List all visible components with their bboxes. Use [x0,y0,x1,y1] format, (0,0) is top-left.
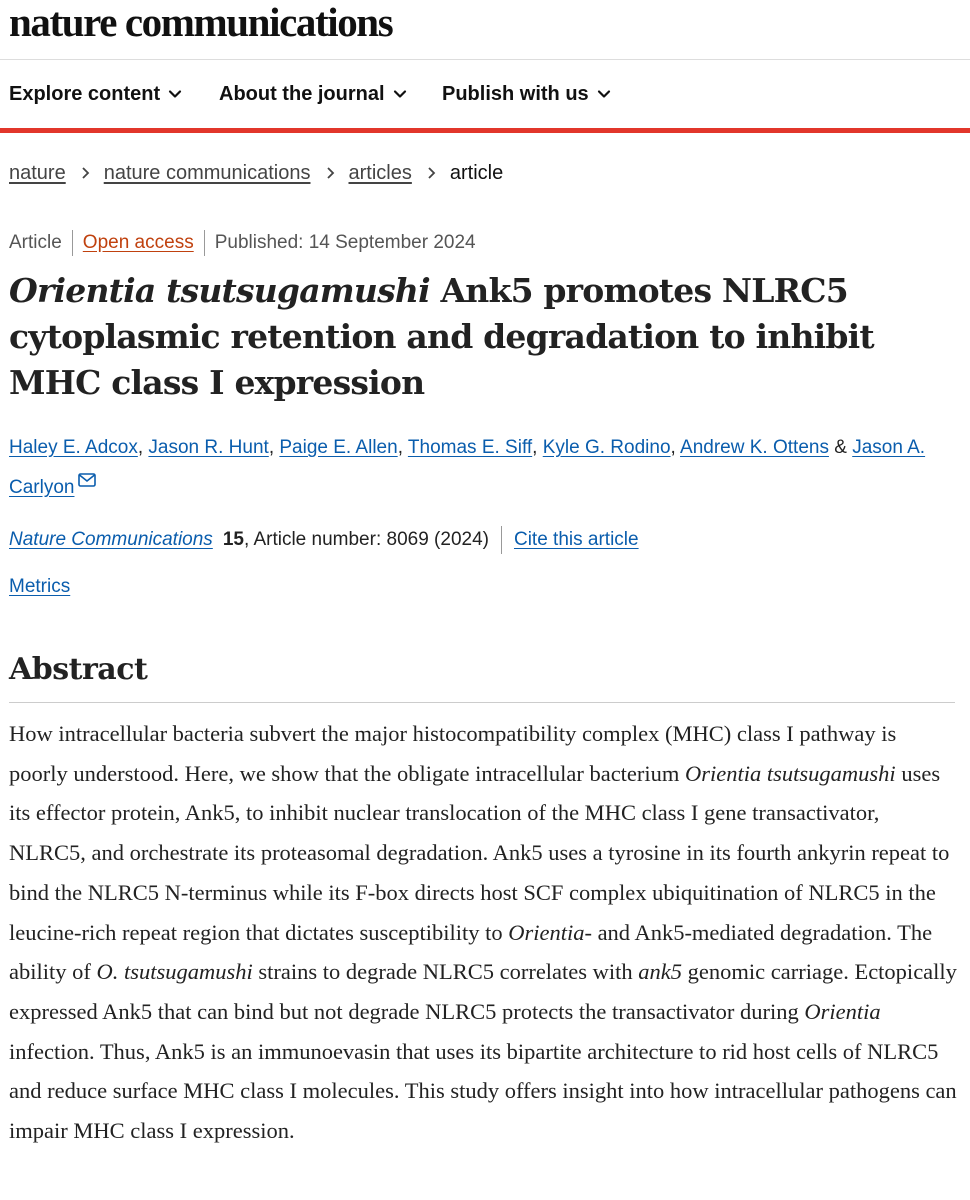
author-link[interactable]: Thomas E. Siff [407,437,533,458]
mail-icon[interactable] [78,473,96,487]
open-access-link[interactable]: Open access [82,232,194,253]
nav-about-label: About the journal [219,82,385,105]
author-link[interactable]: Haley E. Adcox [9,437,138,458]
metrics-link[interactable]: Metrics [9,576,71,597]
meta-divider [72,230,73,256]
author-link[interactable]: Andrew K. Ottens [680,437,829,458]
author-list: Haley E. Adcox, Jason R. Hunt, Paige E. Allen, Thomas E. Siff, Kyle G. Rodino, Andrew K. Ottens & Jason A. Carlyon [9,437,926,498]
site-header [0,0,970,60]
site-logo[interactable]: nature communications [9,0,393,45]
author-link[interactable]: Paige E. Allen [279,437,398,458]
chevron-right-icon [80,166,90,180]
title-rest: Ank5 promotes NLRC5 cytoplasmic retention and degradation to inhibit MHC class I expression [9,271,874,402]
accent-bar [0,128,970,133]
volume-number: 15 [222,529,244,550]
article-meta [9,229,476,257]
journal-link[interactable]: Nature Communications [9,529,213,550]
chevron-right-icon [426,166,436,180]
chevron-down-icon [597,87,611,101]
author-ampersand: & [834,437,847,458]
meta-divider [204,230,205,256]
nav-explore-content[interactable] [9,60,182,128]
breadcrumb-articles[interactable]: articles [348,161,412,184]
article-type: Article [9,232,62,253]
main-nav [0,60,970,128]
published-date: Published: 14 September 2024 [214,232,476,253]
title-italic: Orientia tsutsugamushi [9,271,430,310]
chevron-right-icon [325,166,335,180]
breadcrumb-nature[interactable]: nature [9,161,66,184]
nav-publish-with-us[interactable] [442,60,611,128]
abstract-divider [9,702,955,703]
breadcrumb-nature-communications[interactable]: nature communications [103,161,311,184]
author-link[interactable]: Jason A. Carlyon [9,437,926,498]
cite-this-article-link[interactable]: Cite this article [513,529,639,550]
author-link[interactable]: Kyle G. Rodino [542,437,671,458]
breadcrumb-current: article [449,161,504,184]
citation-divider [501,526,502,554]
breadcrumb [9,158,503,188]
abstract-text: How intracellular bacteria subvert the major histocompatibility complex (MHC) class I pathway is poorly understood. Here, we show that the obligate intracellular bacterium Orientia tsutsugamushi uses its effector protein, Ank5, to inhibit nuclear translocation of the MHC class I gene transactivator, NLRC5, and orchestrate its proteasomal degradation. Ank5 uses a tyrosine in its fourth ankyrin repeat to bind the NLRC5 N-terminus while its F-box directs host SCF complex ubiquitination of NLRC5 in the leucine-rich repeat region that dictates susceptibility to Orientia- and Ank5-mediated degradation. The ability of O. tsutsugamushi strains to degrade NLRC5 correlates with ank5 genomic carriage. Ectopically expressed Ank5 that can bind but not degrade NLRC5 protects the transactivator during Orientia infection. Thus, Ank5 is an immunoevasin that uses its bipartite architecture to rid host cells of NLRC5 and reduce surface MHC class I molecules. This study offers insight into how intracellular pathogens can impair MHC class I expression. [9,721,957,1144]
chevron-down-icon [393,87,407,101]
chevron-down-icon [168,87,182,101]
citation-line [9,525,639,555]
author-link[interactable]: Jason R. Hunt [148,437,269,458]
abstract-heading: Abstract [9,652,148,687]
article-title [9,268,959,406]
article-number: , Article number: 8069 (2024) [243,529,489,550]
nav-publish-label: Publish with us [442,82,589,105]
nav-about-journal[interactable] [219,60,407,128]
nav-explore-label: Explore content [9,82,161,105]
